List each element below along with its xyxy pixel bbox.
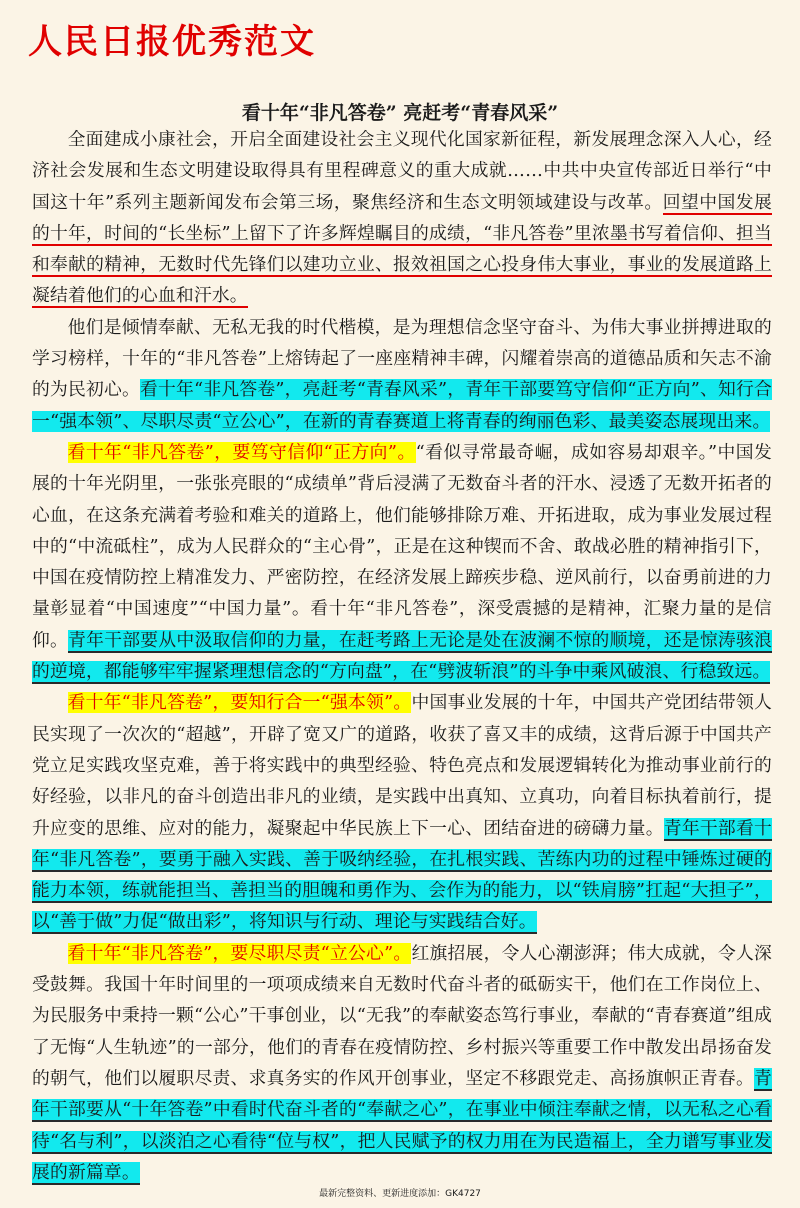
article-body [32, 124, 772, 1188]
highlighted-text: 青年干部看十年“非凡答卷”，要勇于融入实践、善于吸纳经验，在扎根实践、苦练内功的过程中锤炼过硬的能力本领，练就能担当、善担当的胆魄和勇作为、会作为的能力，以“铁肩膀”扛起“大担子”，以“善于做”力促“做出彩”，将知识与行动、理论与实践结合好。 [32, 817, 772, 933]
paragraph [32, 687, 772, 937]
paragraph [32, 124, 772, 312]
underlined-text: 回望中国发展的十年，时间的“长坐标”上留下了许多辉煌瞩目的成绩，“非凡答卷”里浓墨书写着信仰、担当和奉献的精神，无数时代先锋们以建功立业、报效祖国之心投身伟大事业，事业的发展道路上凝结着他们的心血和汗水。 [32, 191, 773, 307]
section-heading: 看十年“非凡答卷”，要知行合一“强本领”。 [67, 692, 412, 714]
site-header: 人民日报优秀范文 [28, 22, 316, 62]
highlighted-text: 青年干部要从中汲取信仰的力量，在赶考路上无论是处在波澜不惊的顺境，还是惊涛骇浪的逆境，都能够牢牢握紧理想信念的“方向盘”，在“劈波斩浪”的斗争中乘风破浪、行稳致远。 [32, 629, 772, 683]
paragraph-text: 全面建成小康社会，开启全面建设社会主义现代化国家新征程，新发展理念深入人心，经济社会发展和生态文明建设取得具有里程碑意义的重大成就……中共中央宣传部近日举行“中国这十年”系列主题新闻发布会第三场，聚焦经济和生态文明领域建设与改革。 [32, 129, 772, 213]
paragraph-text: 中国事业发展的十年，中国共产党团结带领人民实现了一次次的“超越”，开辟了宽又广的道路，收获了喜又丰的成绩，这背后源于中国共产党立足实践攻坚克难，善于将实践中的典型经验、特色亮点和发展逻辑转化为推动事业前行的好经验，以非凡的奋斗创造出非凡的业绩，是实践中出真知、立真功，向着目标执着前行，提升应变的思维、应对的能力，凝聚起中华民族上下一心、团结奋进的磅礴力量。 [32, 692, 772, 839]
section-heading: 看十年“非凡答卷”，要尽职尽责“立公心”。 [67, 942, 412, 964]
footer-note: 最新完整资料、更新进度添加：GK4727 [319, 1189, 481, 1199]
paragraph [32, 437, 772, 687]
article-title: 看十年“非凡答卷” 亮赶考“青春风采” [241, 102, 559, 124]
paragraph-text: 红旗招展，令人心潮澎湃；伟大成就，令人深受鼓舞。我国十年时间里的一项项成绩来自无数时代奋斗者的砥砺实干，他们在工作岗位上、为民服务中秉持一颗“公心”干事创业，以“无我”的奉献姿态笃行事业，奉献的“青春赛道”组成了无悔“人生轨迹”的一部分，他们的青春在疫情防控、乡村振兴等重要工作中散发出昂扬奋发的朝气，他们以履职尽责、求真务实的作风开创事业，坚定不移跟党走、高扬旗帜正青春。 [32, 942, 772, 1089]
paragraph-text: “看似寻常最奇崛，成如容易却艰辛。”中国发展的十年光阴里，一张张亮眼的“成绩单”背后浸满了无数奋斗者的汗水、浸透了无数开拓者的心血，在这条充满着考验和难关的道路上，他们能够排除万难、开拓进取，成为事业发展过程中的“中流砥柱”，成为人民群众的“主心骨”，正是在这种锲而不舍、敢战必胜的精神指引下，中国在疫情防控上精准发力、严密防控，在经济发展上蹄疾步稳、逆风前行，以奋勇前进的力量彰显着“中国速度”“中国力量”。看十年“非凡答卷”，深受震撼的是精神，汇聚力量的是信仰。 [32, 441, 772, 651]
paragraph [32, 312, 772, 437]
section-heading: 看十年“非凡答卷”，要笃守信仰“正方向”。 [67, 441, 416, 463]
highlighted-text: 看十年“非凡答卷”，亮赶考“青春风采”，青年干部要笃守信仰“正方向”、知行合一“强本领”、尽职尽责“立公心”，在新的青春赛道上将青春的绚丽色彩、最美姿态展现出来。 [32, 379, 772, 432]
paragraph-text: 他们是倾情奉献、无私无我的时代楷模，是为理想信念坚守奋斗、为伟大事业拼搏进取的学习榜样，十年的“非凡答卷”上熔铸起了一座座精神丰碑，闪耀着崇高的道德品质和矢志不渝的为民初心。 [32, 316, 772, 401]
paragraph [32, 938, 772, 1188]
highlighted-text: 青年干部要从“十年答卷”中看时代奋斗者的“奉献之心”，在事业中倾注奉献之情，以无私之心看待“名与利”，以淡泊之心看待“位与权”，把人民赋予的权力用在为民造福上，全力谱写事业发展的新篇章。 [32, 1067, 772, 1183]
